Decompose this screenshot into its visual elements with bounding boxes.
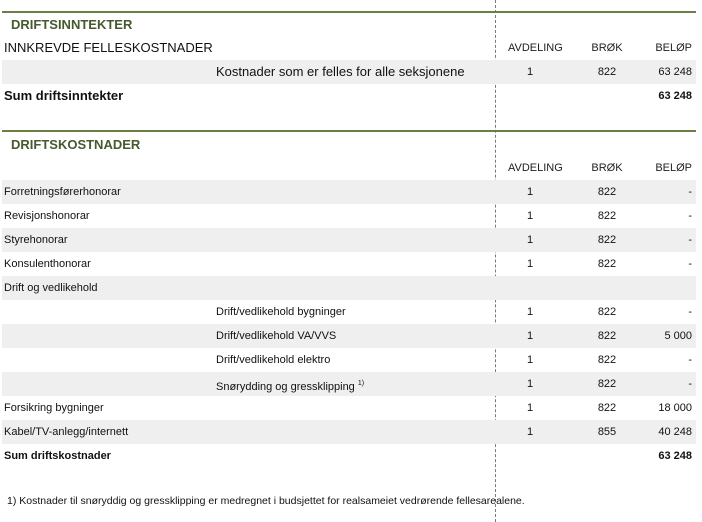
section-rule-income bbox=[2, 11, 696, 13]
col-header-brok: BRØK bbox=[591, 162, 623, 174]
row-avdeling: 1 bbox=[526, 234, 534, 246]
row-belop: - bbox=[688, 306, 692, 318]
row-label: Forsikring bygninger bbox=[4, 402, 104, 414]
col-header-avdeling: AVDELING bbox=[508, 42, 563, 54]
col-header-belop: BELØP bbox=[655, 42, 692, 54]
row-avdeling: 1 bbox=[526, 306, 534, 318]
table-row bbox=[2, 348, 696, 372]
row-brok: 822 bbox=[597, 354, 617, 366]
row-belop: 63 248 bbox=[658, 66, 692, 78]
table-row bbox=[2, 420, 696, 444]
table-row bbox=[2, 252, 696, 276]
sum-belop: 63 248 bbox=[658, 90, 692, 102]
row-avdeling: 1 bbox=[526, 186, 534, 198]
row-brok: 822 bbox=[597, 66, 617, 78]
row-avdeling: 1 bbox=[526, 210, 534, 222]
row-brok: 822 bbox=[597, 210, 617, 222]
row-avdeling: 1 bbox=[526, 378, 534, 390]
table-row bbox=[2, 228, 696, 252]
row-label: Forretningsførerhonorar bbox=[4, 186, 121, 198]
row-avdeling: 1 bbox=[526, 426, 534, 438]
sum-belop: 63 248 bbox=[658, 450, 692, 462]
row-belop: 40 248 bbox=[658, 426, 692, 438]
table-row bbox=[2, 324, 696, 348]
row-label-with-footnote bbox=[216, 372, 364, 399]
footnote: 1) Kostnader til snøryddig og gressklipping er medregnet i budsjettet for realsameiet vedrørende fellesarealene. bbox=[7, 495, 525, 507]
footnote-ref: 1) bbox=[357, 380, 365, 387]
section-title-income: DRIFTSINNTEKTER bbox=[11, 17, 133, 32]
col-header-avdeling: AVDELING bbox=[508, 162, 563, 174]
sum-row-income bbox=[2, 84, 696, 108]
table-row bbox=[2, 276, 696, 300]
section-title-costs: DRIFTSKOSTNADER bbox=[11, 137, 141, 152]
row-belop: - bbox=[688, 378, 692, 390]
row-belop: - bbox=[688, 258, 692, 270]
row-label: Drift og vedlikehold bbox=[4, 282, 98, 294]
row-label: Drift/vedlikehold bygninger bbox=[216, 306, 346, 318]
row-avdeling: 1 bbox=[526, 330, 534, 342]
row-brok: 822 bbox=[597, 378, 617, 390]
row-belop: - bbox=[688, 354, 692, 366]
table-row bbox=[2, 180, 696, 204]
table-row bbox=[2, 396, 696, 420]
table-row bbox=[2, 300, 696, 324]
row-label: Revisjonshonorar bbox=[4, 210, 90, 222]
income-group-label: INNKREVDE FELLESKOSTNADER bbox=[4, 40, 213, 55]
row-brok: 822 bbox=[597, 234, 617, 246]
sum-row-costs bbox=[2, 444, 696, 468]
row-belop: - bbox=[688, 210, 692, 222]
row-brok: 822 bbox=[597, 258, 617, 270]
table-row bbox=[2, 60, 696, 84]
row-avdeling: 1 bbox=[526, 354, 534, 366]
costs-header-row bbox=[2, 156, 696, 180]
row-label: Snørydding og gressklipping bbox=[216, 381, 355, 393]
row-label: Drift/vedlikehold VA/VVS bbox=[216, 330, 337, 342]
row-label: Kostnader som er felles for alle seksjonene bbox=[216, 64, 465, 79]
row-avdeling: 1 bbox=[526, 66, 534, 78]
row-belop: 18 000 bbox=[658, 402, 692, 414]
sum-label: Sum driftskostnader bbox=[4, 450, 111, 462]
row-avdeling: 1 bbox=[526, 402, 534, 414]
row-brok: 855 bbox=[597, 426, 617, 438]
row-belop: - bbox=[688, 186, 692, 198]
table-row bbox=[2, 204, 696, 228]
row-avdeling: 1 bbox=[526, 258, 534, 270]
row-brok: 822 bbox=[597, 306, 617, 318]
row-label: Konsulenthonorar bbox=[4, 258, 91, 270]
row-brok: 822 bbox=[597, 330, 617, 342]
section-rule-costs bbox=[2, 130, 696, 132]
row-brok: 822 bbox=[597, 402, 617, 414]
row-belop: 5 000 bbox=[664, 330, 692, 342]
row-label: Drift/vedlikehold elektro bbox=[216, 354, 331, 366]
row-brok: 822 bbox=[597, 186, 617, 198]
table-row bbox=[2, 372, 696, 396]
col-header-belop: BELØP bbox=[655, 162, 692, 174]
col-header-brok: BRØK bbox=[591, 42, 623, 54]
sum-label: Sum driftsinntekter bbox=[4, 88, 124, 103]
income-header-row bbox=[2, 36, 696, 60]
row-label: Styrehonorar bbox=[4, 234, 68, 246]
row-belop: - bbox=[688, 234, 692, 246]
row-label: Kabel/TV-anlegg/internett bbox=[4, 426, 129, 438]
